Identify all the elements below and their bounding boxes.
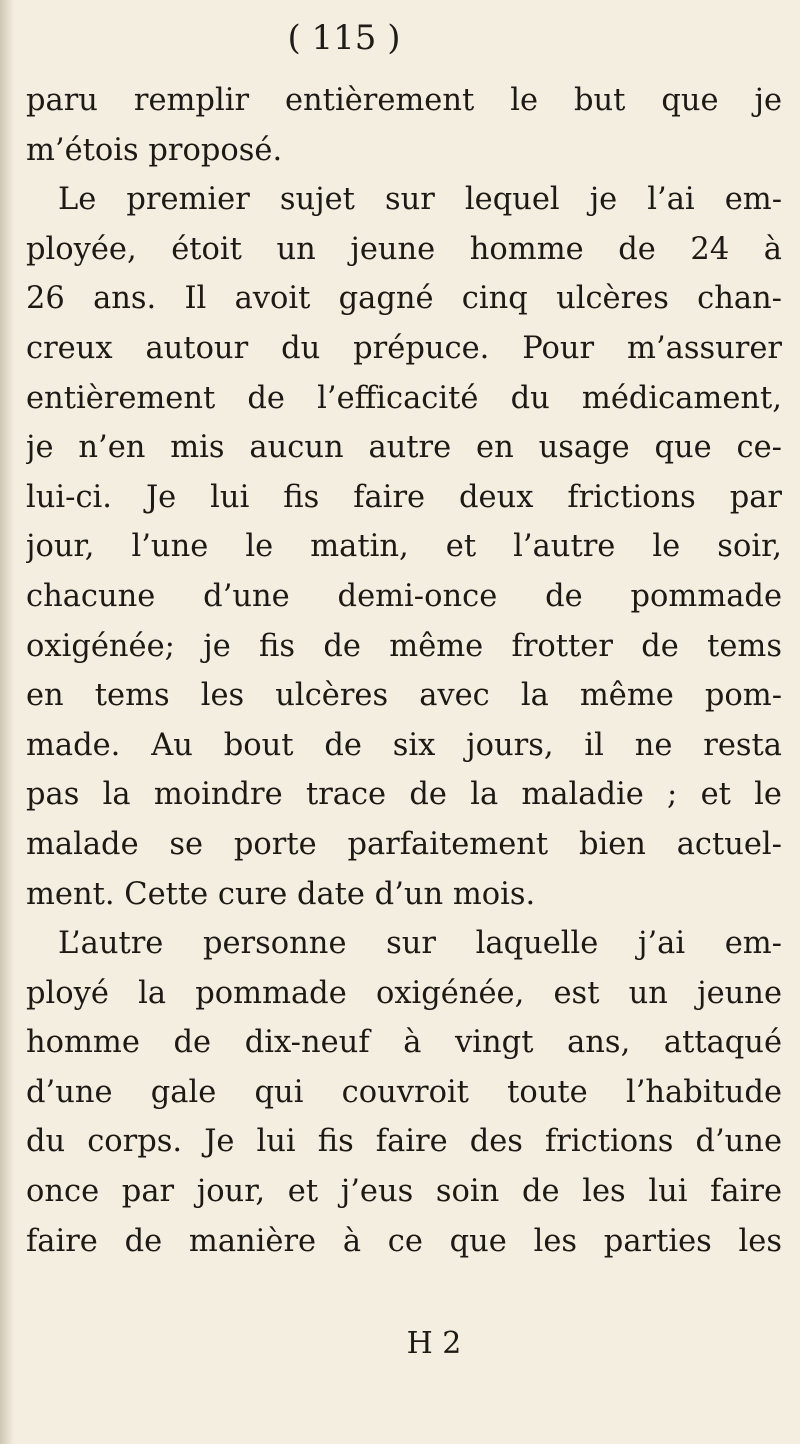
text-line: Le premier sujet sur lequel je l’ai em-	[58, 182, 782, 218]
text-line: faire de manière à ce que les parties les	[26, 1223, 782, 1259]
text-line: made. Au bout de six jours, il ne resta	[26, 727, 782, 763]
text-line: paru remplir entièrement le but que je	[26, 83, 782, 118]
text-line: 26 ans. Il avoit gagné cinq ulcères chan-	[26, 281, 782, 317]
body-text	[26, 76, 782, 1266]
text-line: malade se porte parfaitement bien actuel-	[26, 826, 782, 862]
signature-mark: H 2	[406, 1326, 462, 1361]
gutter-shadow	[0, 0, 14, 1444]
text-line: pas la moindre trace de la maladie ; et le	[26, 777, 782, 813]
page-number: ( 115 )	[287, 18, 401, 58]
text-line: ment. Cette cure date d’un mois.	[26, 876, 536, 912]
text-line: ployé la pommade oxigénée, est un jeune	[26, 975, 782, 1011]
text-line: oxigénée; je fis de même frotter de tems	[26, 628, 782, 664]
text-line: lui-ci. Je lui fis faire deux frictions par	[26, 479, 782, 515]
text-line: d’une gale qui couvroit toute l’habitude	[26, 1074, 782, 1110]
text-line: creux autour du prépuce. Pour m’assurer	[26, 330, 782, 366]
text-line: homme de dix-neuf à vingt ans, attaqué	[26, 1025, 782, 1061]
text-line: en tems les ulcères avec la même pom-	[26, 678, 782, 714]
text-line: L’autre personne sur laquelle j’ai em-	[58, 926, 782, 962]
text-line: du corps. Je lui fis faire des frictions d’une	[26, 1124, 782, 1160]
text-line: jour, l’une le matin, et l’autre le soir,	[26, 529, 782, 565]
text-line: je n’en mis aucun autre en usage que ce-	[26, 430, 782, 466]
text-line: chacune d’une demi-once de pommade	[26, 578, 782, 614]
text-line: m’étois proposé.	[26, 132, 283, 168]
text-line: once par jour, et j’eus soin de les lui faire	[26, 1174, 782, 1210]
text-line: entièrement de l’efficacité du médicament,	[26, 380, 782, 416]
text-line: ployée, étoit un jeune homme de 24 à	[26, 231, 782, 267]
